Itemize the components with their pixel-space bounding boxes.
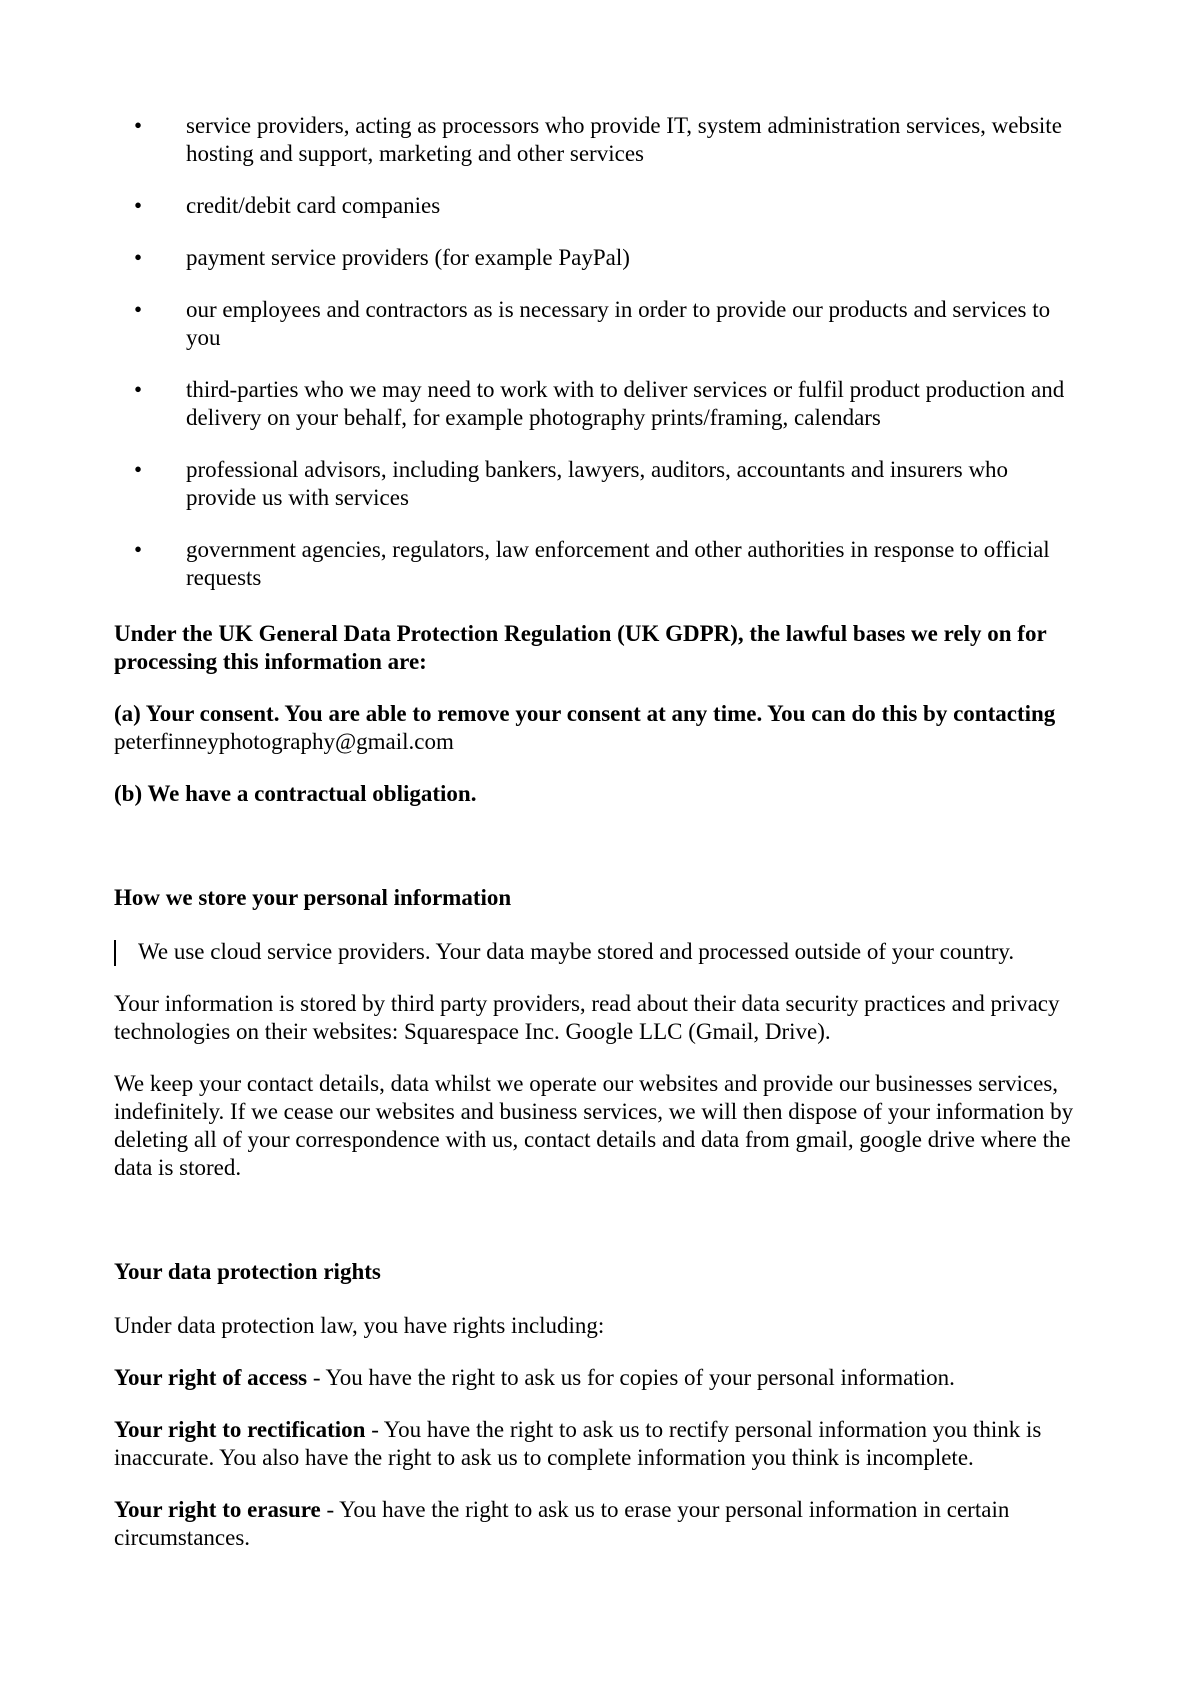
list-item-text: third-parties who we may need to work with to deliver services or fulfil product production and delivery on your behalf, for example photography prints/framing, calendars [186, 377, 1065, 430]
bullet-icon: • [134, 193, 143, 218]
right-description: - You have the right to ask us to rectify personal information you think is inaccurate. You also have the right to ask us to complete information you think is incomplete. [114, 1417, 1042, 1470]
lawful-basis-contract: (b) We have a contractual obligation. [114, 781, 477, 806]
right-of-access [114, 1364, 1074, 1392]
list-item-text: our employees and contractors as is necessary in order to provide our products and services to you [186, 297, 1051, 350]
bullet-icon: • [134, 297, 143, 322]
right-label: Your right of access [114, 1365, 308, 1390]
bullet-icon: • [134, 457, 143, 482]
list-item [114, 456, 1074, 512]
bullet-icon: • [134, 377, 143, 402]
list-item [114, 296, 1074, 352]
list-item [114, 536, 1074, 592]
list-item-text: payment service providers (for example PayPal) [186, 245, 630, 270]
bullet-icon: • [134, 245, 143, 270]
consent-text: (a) Your consent. You are able to remove your consent at any time. You can do this by contacting [114, 701, 1056, 726]
rights-heading: Your data protection rights [114, 1259, 381, 1284]
bullet-icon: • [134, 537, 143, 562]
list-item [114, 376, 1074, 432]
list-item-text: credit/debit card companies [186, 193, 441, 218]
storage-paragraph-cloud: We use cloud service providers. Your data maybe stored and processed outside of your country. [138, 939, 1015, 964]
rights-intro: Under data protection law, you have rights including: [114, 1313, 605, 1338]
lawful-basis-consent [114, 700, 1074, 756]
list-item-text: government agencies, regulators, law enforcement and other authorities in response to official requests [186, 537, 1050, 590]
recipients-list [114, 112, 1074, 616]
right-to-erasure [114, 1496, 1074, 1552]
list-item [114, 192, 1074, 220]
bullet-icon: • [134, 113, 143, 138]
list-item-text: service providers, acting as processors who provide IT, system administration services, website hosting and support, marketing and other services [186, 113, 1062, 166]
right-description: - You have the right to ask us to erase your personal information in certain circumstances. [114, 1497, 1010, 1550]
right-to-rectification [114, 1416, 1074, 1472]
right-label: Your right to rectification [114, 1417, 366, 1442]
storage-heading: How we store your personal information [114, 885, 512, 910]
contact-email: peterfinneyphotography@gmail.com [114, 729, 454, 754]
text-cursor [114, 940, 116, 966]
list-item [114, 112, 1074, 168]
right-description: - You have the right to ask us for copies of your personal information. [307, 1365, 955, 1390]
storage-paragraph-providers: Your information is stored by third party providers, read about their data security practices and privacy technologies on their websites: Squarespace Inc. Google LLC (Gmail, Drive). [114, 991, 1060, 1044]
lawful-bases-intro: Under the UK General Data Protection Regulation (UK GDPR), the lawful bases we rely on for processing this information are: [114, 621, 1047, 674]
list-item-text: professional advisors, including bankers, lawyers, auditors, accountants and insurers who provide us with services [186, 457, 1009, 510]
list-item [114, 244, 1074, 272]
storage-paragraph-retention: We keep your contact details, data whilst we operate our websites and provide our businesses services, indefinitely. If we cease our websites and business services, we will then dispose of your information by deleting all of your correspondence with us, contact details and data from gmail, google drive where the data is stored. [114, 1071, 1074, 1180]
right-label: Your right to erasure [114, 1497, 321, 1522]
